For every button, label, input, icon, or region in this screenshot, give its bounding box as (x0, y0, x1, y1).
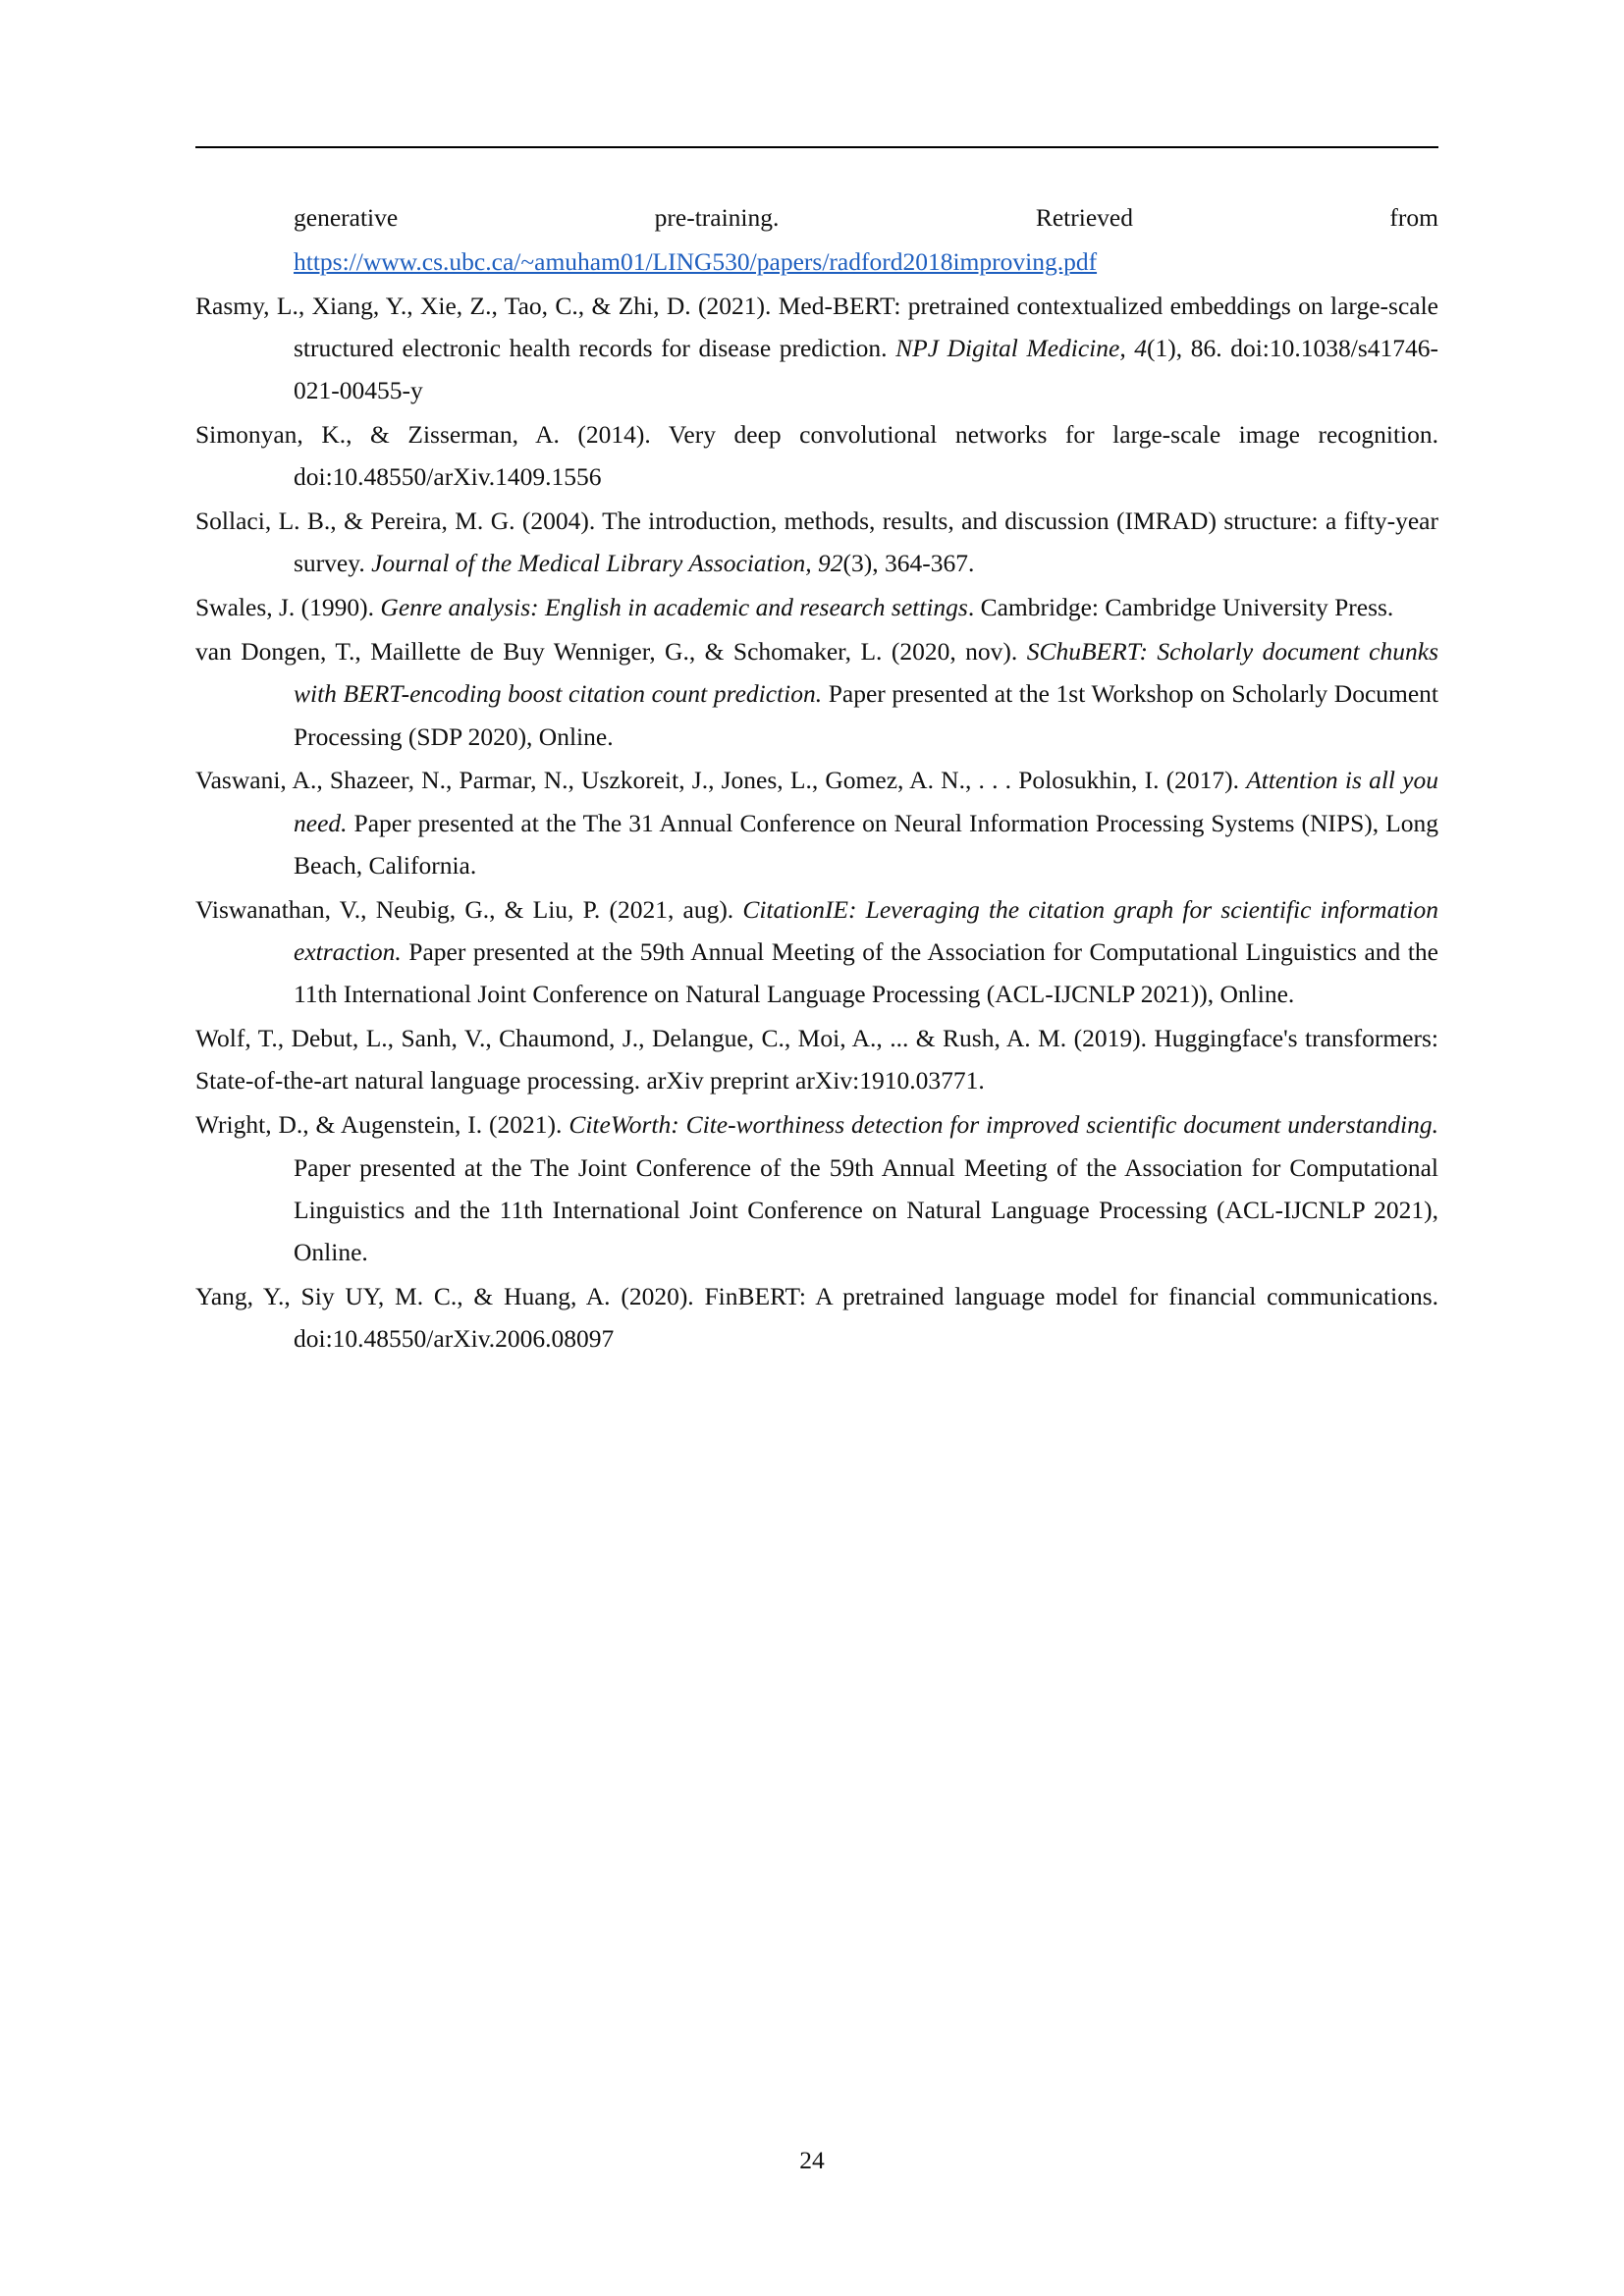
reference-details: (3), 364-367. (842, 549, 975, 578)
reference-wolf (195, 1017, 1438, 1102)
reference-text: Wright, D., & Augenstein, I. (2021). (195, 1110, 569, 1140)
reference-details: Paper presented at the The 31 Annual Conference on Neural Information Processing Systems (NIPS), Long Beach, California. (294, 808, 1438, 880)
reference-radford-continuation (195, 196, 1438, 239)
reference-text: Viswanathan, V., Neubig, G., & Liu, P. (2021, aug). (195, 894, 743, 924)
reference-text: generative pre-training. Retrieved from (294, 203, 1438, 232)
reference-details: Paper presented at the The Joint Conference of the 59th Annual Meeting of the Association for Computational Linguistics and the 11th International Joint Conference on Natural Language Processing (ACL-IJCNLP 2021), Online. (294, 1152, 1438, 1267)
reference-list (195, 196, 1438, 1362)
reference-text: Simonyan, K., & Zisserman, A. (2014). Very deep convolutional networks for large-scale image recognition. doi:10.48550/arXiv.1409.1556 (195, 419, 1438, 492)
reference-text: van Dongen, T., Maillette de Buy Wenniger, G., & Schomaker, L. (2020, nov). (195, 636, 1027, 666)
reference-viswanathan (195, 888, 1438, 1016)
reference-text: Rasmy, L., Xiang, Y., Xie, Z., Tao, C., & Zhi, D. (2021). Med-BERT: pretrained contextualized embeddings on large-scale structured electronic health records for disease prediction. (195, 291, 1438, 362)
reference-vandongen (195, 630, 1438, 758)
reference-source-title: NPJ Digital Medicine, 4 (895, 333, 1148, 362)
reference-source-title: SChuBERT: Scholarly document chunks with BERT-encoding boost citation count prediction. (294, 636, 1438, 709)
header-rule (195, 146, 1438, 148)
reference-text: Sollaci, L. B., & Pereira, M. G. (2004). The introduction, methods, results, and discussion (IMRAD) structure: a fifty-year survey. (195, 507, 1438, 578)
reference-text: Swales, J. (1990). (195, 593, 381, 622)
reference-text: Wolf, T., Debut, L., Sanh, V., Chaumond, J., Delangue, C., Moi, A., ... & Rush, A. M. (2019). Huggingface's transformers: State-of-the-art natural language processing. arXiv preprint arXiv:1910.03771. (195, 1024, 1438, 1095)
reference-radford-url-line (195, 240, 1438, 283)
reference-source-title: CiteWorth: Cite-worthiness detection for improved scientific document understanding. (568, 1110, 1439, 1140)
page-number: 24 (799, 2146, 825, 2174)
reference-details: . Cambridge: Cambridge University Press. (967, 593, 1394, 622)
reference-swales (195, 586, 1438, 628)
reference-rasmy (195, 285, 1438, 412)
reference-details: Paper presented at the 1st Workshop on Scholarly Document Processing (SDP 2020), Online. (294, 679, 1438, 751)
reference-sollaci (195, 500, 1438, 585)
reference-source-title: Journal of the Medical Library Association, 92 (371, 549, 843, 578)
reference-source-title: Attention is all you need. (294, 766, 1438, 837)
reference-yang (195, 1275, 1438, 1361)
reference-text: Yang, Y., Siy UY, M. C., & Huang, A. (2020). FinBERT: A pretrained language model for financial communications. doi:10.48550/arXiv.2006.08097 (195, 1281, 1438, 1354)
reference-details: Paper presented at the 59th Annual Meeting of the Association for Computational Linguistics and the 11th International Joint Conference on Natural Language Processing (ACL-IJCNLP 2021)), Online. (294, 937, 1438, 1009)
reference-source-title: Genre analysis: English in academic and research settings (380, 593, 968, 622)
reference-vaswani (195, 759, 1438, 886)
reference-source-title: CitationIE: Leveraging the citation graph for scientific information extraction. (294, 894, 1438, 967)
reference-url-link[interactable]: https://www.cs.ubc.ca/~amuham01/LING530/papers/radford2018improving.pdf (294, 246, 1098, 276)
reference-details: (1), 86. doi:10.1038/s41746-021-00455-y (294, 333, 1438, 405)
reference-simonyan (195, 413, 1438, 499)
reference-wright (195, 1103, 1438, 1273)
reference-text: Vaswani, A., Shazeer, N., Parmar, N., Uszkoreit, J., Jones, L., Gomez, A. N., . . . Polosukhin, I. (2017). (195, 766, 1247, 795)
